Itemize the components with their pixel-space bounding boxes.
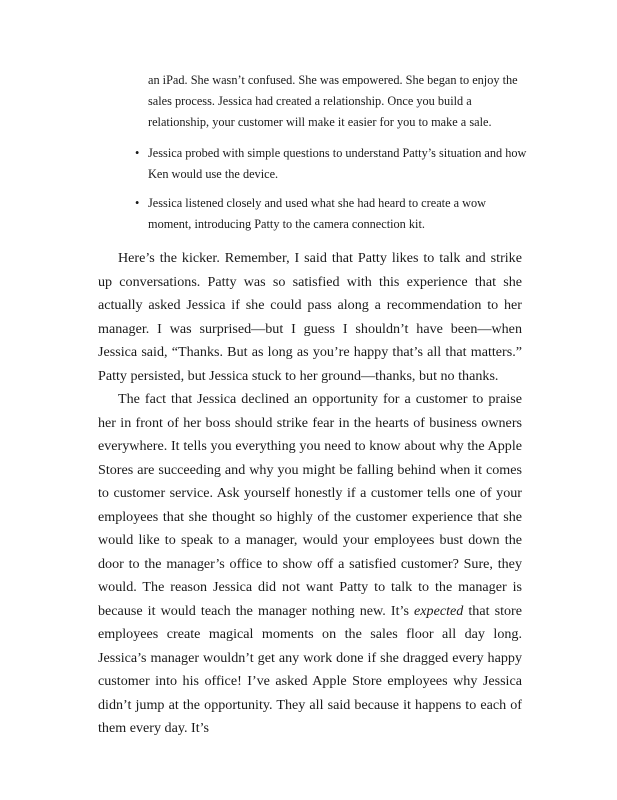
body-text [98,247,522,741]
bullet-marker: • [135,196,140,210]
paragraph-fact-part-1: The fact that Jessica declined an opportunity for a customer to praise her in front of her boss should strike fear in the hearts of business owners everywhere. It tells you everything you need to know about why the Apple Stores are succeeding and why you might be falling behind when it comes to customer service. Ask yourself honestly if a customer tells one of your employees that she thought so highly of the customer experience that she would like to speak to a manager, would your employees bust down the door to the manager’s office to show off a satisfied customer? Sure, they would. The reason Jessica did not want Patty to talk to the manager is because it would teach the manager nothing new. It’s [98,391,522,619]
emphasis-expected: expected [414,602,464,619]
bullet-section [135,70,528,235]
bullet-continuation-text: an iPad. She wasn’t confused. She was empowered. She began to enjoy the sales process. Jessica had created a relationship. Once you build a relationship, your customer will make it easier for you to make a sale. [148,73,518,129]
bullet-item [135,193,528,235]
bullet-item-text: Jessica listened closely and used what she had heard to create a wow moment, introducing Patty to the camera connection kit. [148,196,487,231]
paragraph-kicker: Here’s the kicker. Remember, I said that Patty likes to talk and strike up conversations. Patty was so satisfied with this experience that she actually asked Jessica if she could pass along a recommendation to her manager. I was surprised—but I guess I shouldn’t have been—when Jessica said, “Thanks. But as long as you’re happy that’s all that matters.” Patty persisted, but Jessica stuck to her ground—thanks, but no thanks. [98,250,522,384]
paragraph-fact-part-2: that store employees create magical moments on the sales floor all day long. Jessica’s manager wouldn’t get any work done if she dragged every happy customer into his office! I’ve asked Apple Store employees why Jessica didn’t jump at the opportunity. They all said because it happens to each of them every day. It’s [98,602,523,736]
paragraph-fact [98,388,522,741]
bullet-item [135,143,528,185]
bullet-item-text: Jessica probed with simple questions to understand Patty’s situation and how Ken would use the device. [148,146,527,181]
bullet-marker: • [135,146,140,160]
